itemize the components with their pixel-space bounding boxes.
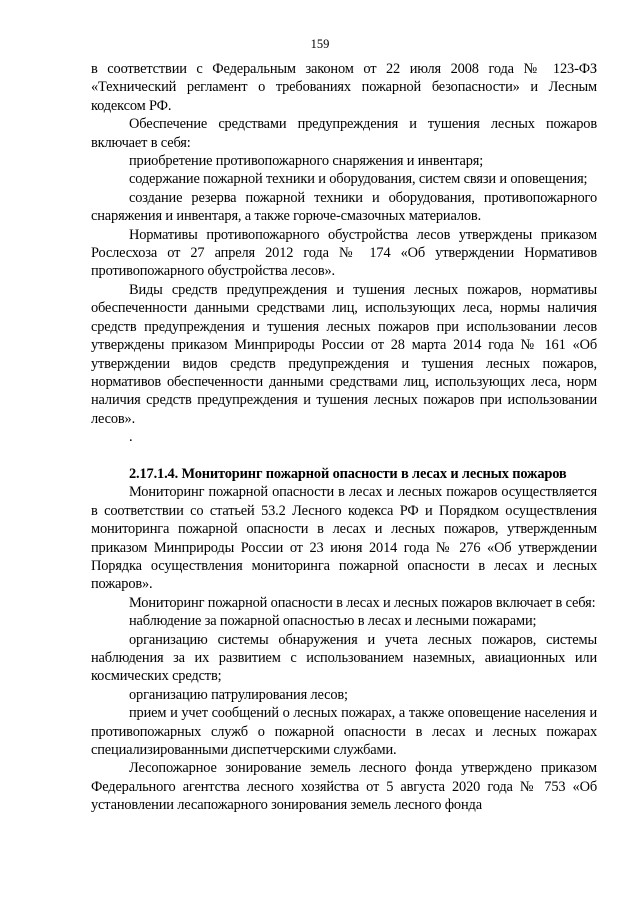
section-heading: 2.17.1.4. Мониторинг пожарной опасности в лесах и лесных пожаров <box>129 465 567 482</box>
paragraph: в соответствии с Федеральным законом от 22 июля 2008 года № 123-ФЗ «Технический регламент о требованиях пожарной безопасности» и Лесным кодексом РФ. <box>91 61 597 114</box>
paragraph: Нормативы противопожарного обустройства лесов утверждены приказом Рослесхоза от 27 апреля 2012 года № 174 «Об утверждении Нормативов противопожарного обустройства лесов». <box>91 226 597 280</box>
page-number: 159 <box>310 37 330 51</box>
paragraph: Обеспечение средствами предупреждения и тушения лесных пожаров включает в себя: <box>91 116 597 151</box>
paragraph: Мониторинг пожарной опасности в лесах и лесных пожаров включает в себя: <box>129 594 596 611</box>
blank-line <box>91 447 597 465</box>
list-item: создание резерва пожарной техники и оборудования, противопожарного снаряжения и инвентаря, а также горюче-смазочных материалов. <box>91 189 597 225</box>
list-item: организацию патрулирования лесов; <box>129 686 348 703</box>
list-item: содержание пожарной техники и оборудования, систем связи и оповещения; <box>129 171 588 188</box>
stray-dot: . <box>129 429 133 446</box>
paragraph: Виды средств предупреждения и тушения лесных пожаров, нормативы обеспеченности данными средствами лиц, использующих леса, нормы наличия средств предупреждения и тушения лесных пожаров при использовании лесов утверждены приказом Минприроды России от 28 марта 2014 года № 161 «Об утверждении видов средств предупреждения и тушения лесных пожаров, нормативов обеспеченности данными средствами лиц, использующих леса, норм наличия средств предупреждения и тушения лесных пожаров при использовании лесов». <box>91 281 597 427</box>
paragraph: Мониторинг пожарной опасности в лесах и лесных пожаров осуществляется в соответствии со статьей 53.2 Лесного кодекса РФ и Порядком осуществления мониторинга пожарной опасности в лесах и лесных пожаров, утвержденным приказом Минприроды России от 23 июня 2014 года № 276 «Об утверждении Порядка осуществления мониторинга пожарной опасности в лесах и лесных пожаров». <box>91 484 597 593</box>
list-item: приобретение противопожарного снаряжения и инвентаря; <box>129 153 484 170</box>
list-item: прием и учет сообщений о лесных пожарах, а также оповещение населения и противопожарных служб о пожарной опасности в лесах и лесных пожарах специализированными диспетчерскими службами. <box>91 705 597 758</box>
list-item: организацию системы обнаружения и учета лесных пожаров, системы наблюдения за их развитием с использованием наземных, авиационных или космических средств; <box>91 631 597 685</box>
list-item: наблюдение за пожарной опасностью в лесах и лесными пожарами; <box>129 613 537 630</box>
paragraph: Лесопожарное зонирование земель лесного фонда утверждено приказом Федерального агентства лесного хозяйства от 5 августа 2020 года № 753 «Об установлении лесапожарного зонирования земель лесного фонда <box>91 760 597 814</box>
document-body <box>91 60 597 815</box>
